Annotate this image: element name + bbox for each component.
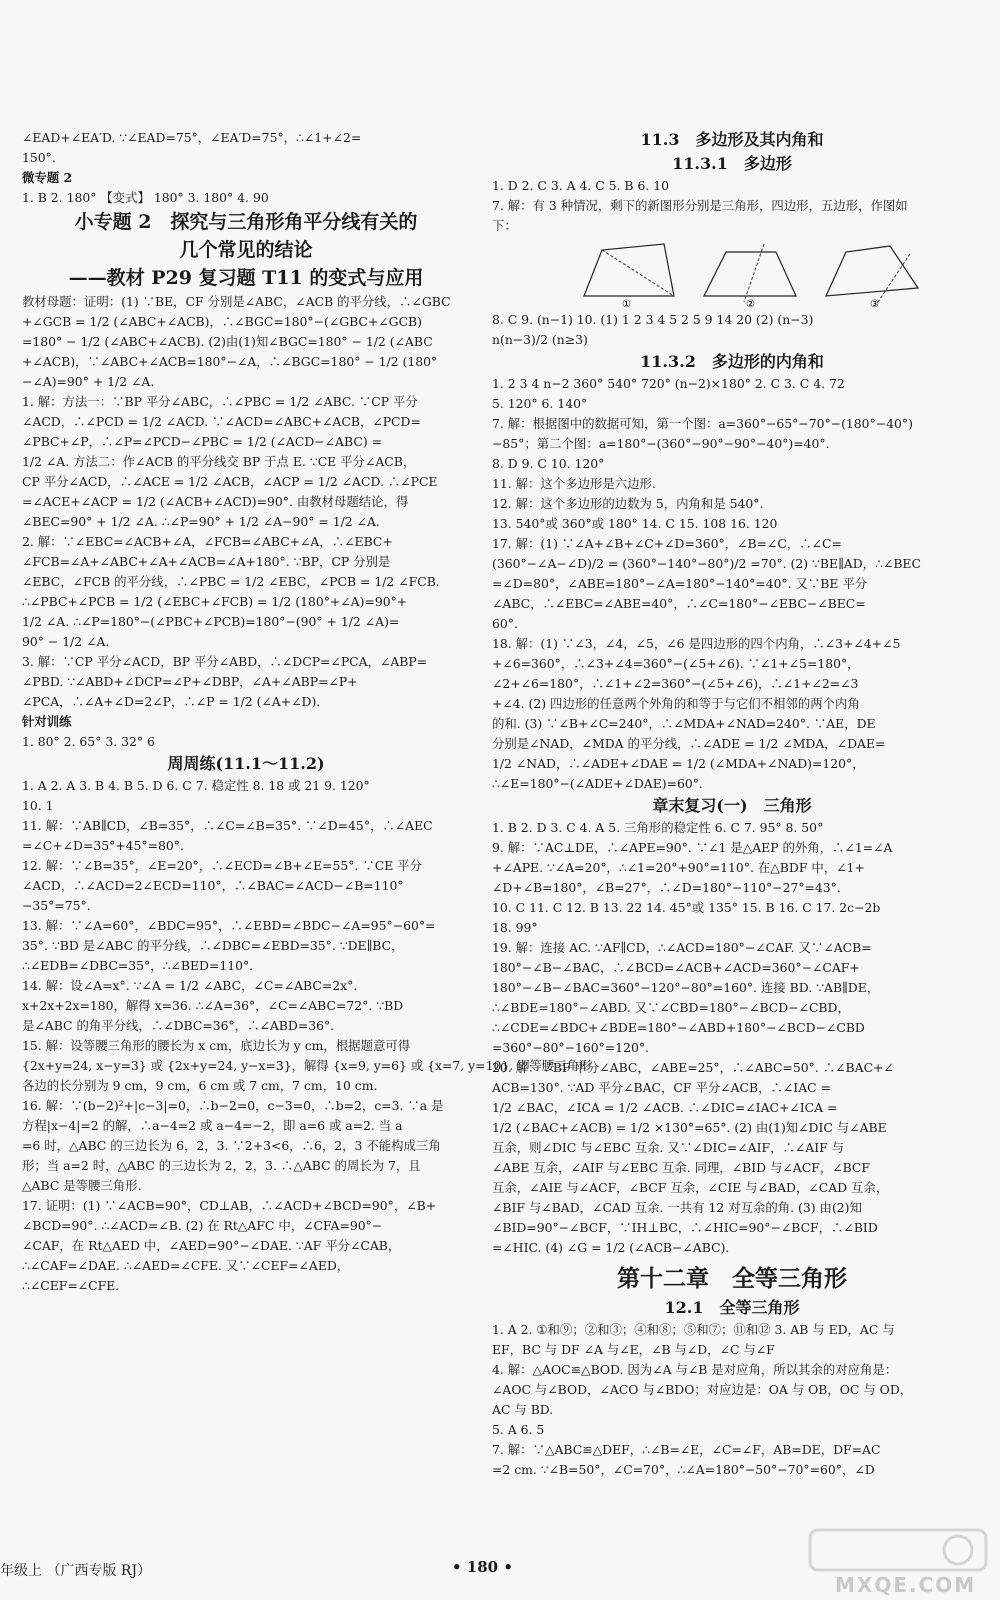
left_column-text-line-44: 15. 解：设等腰三角形的腰长为 x cm，底边长为 y cm，根据题意可得 [22, 1038, 411, 1053]
right_column-text-line-47: 互余，则∠DIC 与∠EBC 互余. 又∵∠DIC=∠AIF，∴∠AIF 与 [492, 1140, 845, 1155]
left_column-text-line-35: 12. 解：∵∠B=35°，∠E=20°，∴∠ECD=∠B+∠E=55°. ∵CE 平分 [22, 858, 422, 873]
right_column-text-line-33: +∠APE. ∵∠A=20°，∴∠1=20°+90°=110°. 在△BDF 中，∠1+ [492, 860, 865, 875]
right_column-text-line-40: ∴∠BDE=180°−∠ABD. 又∵∠CBD=180°−∠BCD−∠CBD， [492, 1000, 850, 1015]
right_column-text-line-58: ∠AOC 与∠BOD，∠ACO 与∠BDO；对应边是：OA 与 OB，OC 与 OD， [492, 1382, 913, 1397]
right_column-text-line-52: =∠HIC. (4) ∠G = 1/2 (∠ACB−∠ABC). [492, 1240, 730, 1255]
right_column-text-line-51: ∠BID=90°−∠BCF，∵IH⊥BC，∴∠HIC=90°−∠BCF，∴∠BID [492, 1220, 878, 1235]
left_column-heading-2: 微专题 2 [22, 170, 73, 185]
page-number: • 180 • [452, 1558, 513, 1576]
right_column-text-line-41: ∴∠CDE=∠BDC+∠BDE=180°−∠ABD+180°−∠BCD−∠CBD [492, 1020, 865, 1035]
left_column-text-line-29: 1. 80° 2. 65° 3. 32° 6 [22, 734, 155, 749]
left_column-text-line-55: ∴∠CAF=∠DAE. ∴∠AED=∠CFE. 又∵∠CEF=∠AED， [22, 1258, 350, 1273]
left_column-text-line-41: 14. 解：设∠A=x°. ∵∠A = 1/2 ∠ABC，∠C=∠ABC=2x°. [22, 978, 358, 993]
left_column-text-line-23: 1/2 ∠A. ∴∠P=180°−(∠PBC+∠PCB)=180°−(90° + 1/2 ∠A)= [22, 614, 400, 629]
left_column-heading-28: 针对训练 [22, 714, 72, 729]
right_column-text-line-6: 8. C 9. (n−1) 10. (1) 1 2 3 4 5 2 5 9 14 20 (2) (n−3) [492, 312, 814, 327]
left_column-text-line-20: ∠FCB=∠A+∠ABC+∠A+∠ACB=∠A+180°. ∵BP，CP 分别是 [22, 554, 391, 569]
polygon-diagram-2 [696, 238, 806, 308]
left_column-text-line-3: 1. B 2. 180° 【变式】 180° 3. 180° 4. 90 [22, 190, 269, 205]
right_column-text-line-59: AC 与 BD. [492, 1402, 554, 1417]
left_column-text-line-50: 形；当 a=2 时，△ABC 的三边长为 2，2，3. ∴△ABC 的周长为 7，且 [22, 1158, 421, 1173]
left_column-heading-4: 小专题 2 探究与三角形角平分线有关的 [74, 211, 418, 233]
right_column-text-line-27: 分别是∠NAD，∠MDA 的平分线，∴∠ADE = 1/2 ∠MDA，∠DAE= [492, 736, 886, 751]
right_column-text-line-42: =360°−80°−160°=120°. [492, 1040, 649, 1055]
right_column-heading-0: 11.3 多边形及其内角和 [640, 130, 824, 149]
left_column-text-line-7: 教材母题：证明：(1) ∵BE，CF 分别是∠ABC，∠ACB 的平分线，∴∠GBC [22, 294, 451, 309]
left_column-text-line-54: ∠CAF，在 Rt△AED 中，∠AED=90°−∠DAE. ∵AF 平分∠CAB， [22, 1238, 401, 1253]
right_column-text-line-14: 11. 解：这个多边形是六边形. [492, 476, 656, 491]
right_column-text-line-20: ∠ABC，∴∠EBC=∠ABE=40°，∴∠C=180°−∠EBC−∠BEC= [492, 596, 866, 611]
left_column-text-line-26: ∠PBD. ∵∠ABD+∠DCP=∠P+∠DBP，∠A+∠ABP=∠P+ [22, 674, 358, 689]
left_column-text-line-34: =∠C+∠D=35°+45°=80°. [22, 838, 184, 853]
left_column-text-line-43: 是∠ABC 的角平分线，∴∠DBC=36°，∴∠ABD=36°. [22, 1018, 335, 1033]
left_column-text-line-39: 35°. ∵BD 是∠ABC 的平分线，∴∠DBC=∠EBD=35°. ∵DE∥BC， [22, 938, 404, 953]
right_column-text-line-44: ACB=130°. ∵AD 平分∠BAC，CF 平分∠ACB，∴∠IAC = [492, 1080, 831, 1095]
right_column-text-line-34: ∠D+∠B=180°，∠B=27°，∴∠D=180°−110°−27°=43°. [492, 880, 841, 895]
right_column-text-line-17: 17. 解：(1) ∵∠A+∠B+∠C+∠D=360°，∠B=∠C，∴∠C= [492, 536, 842, 551]
right_column-text-line-49: 互余，∠AIE 与∠ACF，∠BCF 互余，∠CIE 与∠BAD，∠CAD 互余， [492, 1180, 889, 1195]
right_column-text-line-25: +∠4. (2) 四边形的任意两个外角的和等于与它们不相邻的两个内角 [492, 696, 860, 711]
left_column-text-line-51: △ABC 是等腰三角形. [22, 1178, 142, 1193]
right_column-text-line-10: 5. 120° 6. 140° [492, 396, 588, 411]
right_column-text-line-7: n(n−3)/2 (n≥3) [492, 332, 588, 347]
right_column-heading-8: 11.3.2 多边形的内角和 [640, 352, 824, 371]
left_column-text-line-19: 2. 解：∵∠EBC=∠ACB+∠A，∠FCB=∠ABC+∠A，∴∠EBC+ [22, 534, 393, 549]
right_column-text-line-3: 7. 解：有 3 种情况，剩下的新图形分别是三角形，四边形，五边形，作图如 [492, 198, 908, 213]
left_column-heading-30: 周周练(11.1～11.2) [167, 754, 325, 773]
left_column-text-line-16: CP 平分∠ACD，∴∠ACE = 1/2 ∠ACB，∠ACP = 1/2 ∠ACD. ∴∠PCE [22, 474, 438, 489]
polygon-diagram-3 [820, 238, 930, 308]
left_column-text-line-47: 16. 解：∵(b−2)²+|c−3|=0，∴b−2=0，c−3=0，∴b=2，c=3. ∵a 是 [22, 1098, 444, 1113]
left_column-text-line-12: 1. 解：方法一：∵BP 平分∠ABC，∴∠PBC = 1/2 ∠ABC. ∵CP 平分 [22, 394, 418, 409]
left_column-text-line-0: ∠EAD+∠EA′D. ∵∠EAD=75°，∠EA′D=75°，∴∠1+∠2= [22, 130, 362, 145]
left_column-text-line-48: 方程|x−4|=2 的解，∴a−4=2 或 a−4=−2，即 a=6 或 a=2. 当 a [22, 1118, 403, 1133]
right_column-text-line-11: 7. 解：根据图中的数据可知，第一个图：a=360°−65°−70°−(180°−40°) [492, 416, 913, 431]
right_column-heading-30: 章末复习(一) 三角形 [652, 796, 812, 815]
left_column-text-line-1: 150°. [22, 150, 56, 165]
left_column-text-line-53: ∠BCD=90°. ∴∠ACD=∠B. (2) 在 Rt△AFC 中，∠CFA=90°− [22, 1218, 383, 1233]
left_column-text-line-56: ∴∠CEF=∠CFE. [22, 1278, 120, 1293]
left_column-text-line-9: =180° − 1/2 (∠ABC+∠ACB). (2)由(1)知∠BGC=180° − 1/2 (∠ABC [22, 334, 433, 349]
diagram-label: ① [622, 299, 631, 310]
right_column-text-line-61: 7. 解：∵△ABC≌△DEF，∴∠B=∠E，∠C=∠F，AB=DE，DF=AC [492, 1442, 881, 1457]
left_column-heading-6: ——教材 P29 复习题 T11 的变式与应用 [68, 267, 424, 289]
left_column-text-line-8: +∠GCB = 1/2 (∠ABC+∠ACB)，∴∠BGC=180°−(∠GBC+∠GCB) [22, 314, 422, 329]
right_column-heading-53: 第十二章 全等三角形 [617, 1265, 847, 1292]
book-footer-label: 年级上 （广西专版 RJ） [0, 1563, 152, 1579]
right_column-text-line-13: 8. D 9. C 10. 120° [492, 456, 605, 471]
left_column-text-line-22: ∴∠PBC+∠PCB = 1/2 (∠EBC+∠FCB) = 1/2 (180°+∠A)=90°+ [22, 594, 408, 609]
left_column-heading-5: 几个常见的结论 [179, 239, 313, 261]
right_column-text-line-35: 10. C 11. C 12. B 13. 22 14. 45°或 135° 15. B 16. C 17. 2c−2b [492, 900, 881, 915]
left_column-text-line-17: =∠ACE+∠ACP = 1/2 (∠ACB+∠ACD)=90°. 由教材母题结论，得 [22, 494, 409, 509]
right_column-text-line-19: =∠D=80°，∠ABE=180°−∠A=180°−140°=40°. 又∵BE 平分 [492, 576, 868, 591]
left_column-text-line-24: 90° − 1/2 ∠A. [22, 634, 110, 649]
left_column-text-line-36: ∠ACD，∴∠ACD=2∠ECD=110°，∴∠BAC=∠ACD−∠B=110° [22, 878, 404, 893]
right_column-text-line-62: =2 cm. ∵∠B=50°，∠C=70°，∴∠A=180°−50°−70°=60°，∠D [492, 1462, 875, 1477]
left_column-text-line-21: ∠EBC，∠FCB 的平分线，∴∠PBC = 1/2 ∠EBC，∠PCB = 1/2 ∠FCB. [22, 574, 440, 589]
right_column-text-line-45: 1/2 ∠BAC，∠ICA = 1/2 ∠ACB. ∴∠DIC=∠IAC+∠ICA = [492, 1100, 838, 1115]
right_column-text-line-57: 4. 解：△AOC≌△BOD. 因为∠A 与∠B 是对应角，所以其余的对应角是： [492, 1362, 898, 1377]
right_column-text-line-12: −85°；第二个图：a=180°−(360°−90°−90°−40°)=40°. [492, 436, 830, 451]
left_column-text-line-33: 11. 解：∵AB∥CD，∠B=35°，∴∠C=∠B=35°. ∵∠D=45°，∴∠AEC [22, 818, 433, 833]
left_column-text-line-37: −35°=75°. [22, 898, 91, 913]
left_column-text-line-49: =6 时，△ABC 的三边长为 6，2，3. ∵2+3<6，∴6，2，3 不能构成三角 [22, 1138, 441, 1153]
right_column-text-line-2: 1. D 2. C 3. A 4. C 5. B 6. 10 [492, 178, 669, 193]
right_column-text-line-26: 的和. (3) ∵∠B+∠C=240°，∴∠MDA+∠NAD=240°. ∵AE，DE [492, 716, 876, 731]
diagram-label: ③ [870, 299, 879, 310]
right_column-text-line-56: EF，BC 与 DF ∠A 与∠E，∠B 与∠D，∠C 与∠F [492, 1342, 775, 1357]
polygon-diagram-1 [572, 238, 682, 308]
right_column-text-line-21: 60°. [492, 616, 518, 631]
right_column-text-line-23: +∠6=360°，∴∠3+∠4=360°−(∠5+∠6). ∵∠1+∠5=180°， [492, 656, 860, 671]
left_column-text-line-14: ∠PBC+∠P，∴∠P=∠PCD−∠PBC = 1/2 (∠ACD−∠ABC) = [22, 434, 382, 449]
right_column-text-line-29: ∴∠E=180°−(∠ADE+∠DAE)=60°. [492, 776, 703, 791]
left_column-text-line-10: +∠ACB)，∵∠ABC+∠ACB=180°−∠A，∴∠BGC=180° − 1/2 (180° [22, 354, 438, 369]
right_column-text-line-31: 1. B 2. D 3. C 4. A 5. 三角形的稳定性 6. C 7. 95° 8. 50° [492, 820, 824, 835]
right_column-text-line-28: 1/2 ∠NAD，∴∠ADE+∠DAE = 1/2 (∠MDA+∠NAD)=120°， [492, 756, 865, 771]
left_column-text-line-11: −∠A)=90° + 1/2 ∠A. [22, 374, 155, 389]
right_column-text-line-60: 5. A 6. 5 [492, 1422, 545, 1437]
right_column-text-line-16: 13. 540°或 360°或 180° 14. C 15. 108 16. 120 [492, 516, 778, 531]
right_column-text-line-46: 1/2 (∠BAC+∠ACB) = 1/2 ×130°=65°. (2) 由(1)知∠DIC 与∠ABE [492, 1120, 887, 1135]
right_column-text-line-9: 1. 2 3 4 n−2 360° 540° 720° (n−2)×180° 2. C 3. C 4. 72 [492, 376, 845, 391]
right_column-text-line-32: 9. 解：∵AC⊥DE，∴∠APE=90°. ∵∠1 是△AEP 的外角，∴∠1=∠A [492, 840, 893, 855]
right_column-text-line-39: 180°−∠B−∠BAC=360°−120°−80°=160°. 连接 BD. ∵AB∥DE， [492, 980, 880, 995]
right_column-text-line-55: 1. A 2. ①和⑨；②和③；④和⑧；⑤和⑦；⑪和⑫ 3. AB 与 ED，AC 与 [492, 1322, 895, 1337]
left_column-text-line-15: 1/2 ∠A. 方法二：作∠ACB 的平分线交 BP 于点 E. ∵CE 平分∠ACB， [22, 454, 416, 469]
right_column-heading-1: 11.3.1 多边形 [672, 154, 792, 173]
left_column-text-line-13: ∠ACD，∴∠PCD = 1/2 ∠ACD. ∵∠ACD=∠ABC+∠ACB，∠PCD= [22, 414, 421, 429]
left_column-text-line-18: ∠BEC=90° + 1/2 ∠A. ∴∠P=90° + 1/2 ∠A−90° = 1/2 ∠A. [22, 514, 380, 529]
left_column-text-line-40: ∴∠EDB=∠DBC=35°，∴∠BED=110°. [22, 958, 254, 973]
right_column-text-line-18: (360°−∠A−∠D)/2 = (360°−140°−80°)/2 =70°. (2) ∵BE∥AD，∴∠BEC [492, 556, 921, 571]
left_column-text-line-46: 各边的长分别为 9 cm，9 cm，6 cm 或 7 cm，7 cm，10 cm. [22, 1078, 378, 1093]
right_column-text-line-4: 下： [492, 218, 517, 233]
left_column-text-line-31: 1. A 2. A 3. B 4. B 5. D 6. C 7. 稳定性 8. 18 或 21 9. 120° [22, 778, 370, 793]
left_column-text-line-45: {2x+y=24, x−y=3} 或 {2x+y=24, y−x=3}，解得 {x=9, y=6} 或 {x=7, y=10}. 即等腰三角形 [22, 1058, 592, 1073]
watermark-text: MXQE.COM [835, 1573, 977, 1597]
left_column-text-line-42: x+2x+2x=180，解得 x=36. ∴∠A=36°，∠C=∠ABC=72°. ∵BD [22, 998, 404, 1013]
right_column-text-line-43: 20. 解：∵BF 平分∠ABC，∠ABE=25°，∴∠ABC=50°. ∴∠BAC+∠ [492, 1060, 894, 1075]
right_column-text-line-37: 19. 解：连接 AC. ∵AF∥CD，∴∠ACD=180°−∠CAF. 又∵∠ACB= [492, 940, 872, 955]
right_column-text-line-15: 12. 解：这个多边形的边数为 5，内角和是 540°. [492, 496, 764, 511]
left_column-text-line-38: 13. 解：∵∠A=60°，∠BDC=95°，∴∠EBD=∠BDC−∠A=95°−60°= [22, 918, 436, 933]
left_column-text-line-52: 17. 证明：(1) ∵∠ACB=90°，CD⊥AB，∴∠ACD+∠BCD=90°，∠B+ [22, 1198, 437, 1213]
right_column-text-line-24: ∠2+∠6=180°，∴∠1+∠2=360°−(∠5+∠6)，∴∠1+∠2=∠3 [492, 676, 859, 691]
right-column [492, 128, 972, 1480]
right_column-heading-54: 12.1 全等三角形 [664, 1298, 800, 1317]
left_column-text-line-32: 10. 1 [22, 798, 54, 813]
polygon-diagrams [572, 238, 972, 308]
right_column-text-line-48: ∠ABE 互余，∠AIF 与∠EBC 互余. 同理，∠BID 与∠ACF，∠BCF [492, 1160, 870, 1175]
right_column-text-line-36: 18. 99° [492, 920, 538, 935]
right_column-text-line-50: ∠BIF 与∠BAD，∠CAD 互余. 一共有 12 对互余的角. (3) 由(2)知 [492, 1200, 862, 1215]
left_column-text-line-27: ∠PCA，∴∠A+∠D=2∠P，∴∠P = 1/2 (∠A+∠D). [22, 694, 321, 709]
right_column-text-line-22: 18. 解：(1) ∵∠3，∠4，∠5，∠6 是四边形的四个内角，∴∠3+∠4+∠5 [492, 636, 901, 651]
right_column-text-line-38: 180°−∠B−∠BAC，∴∠BCD=∠ACB+∠ACD=360°−∠CAF+ [492, 960, 860, 975]
diagram-label: ② [746, 299, 755, 310]
left_column-text-line-25: 3. 解：∵CP 平分∠ACD，BP 平分∠ABD，∴∠DCP=∠PCA，∠ABP= [22, 654, 428, 669]
